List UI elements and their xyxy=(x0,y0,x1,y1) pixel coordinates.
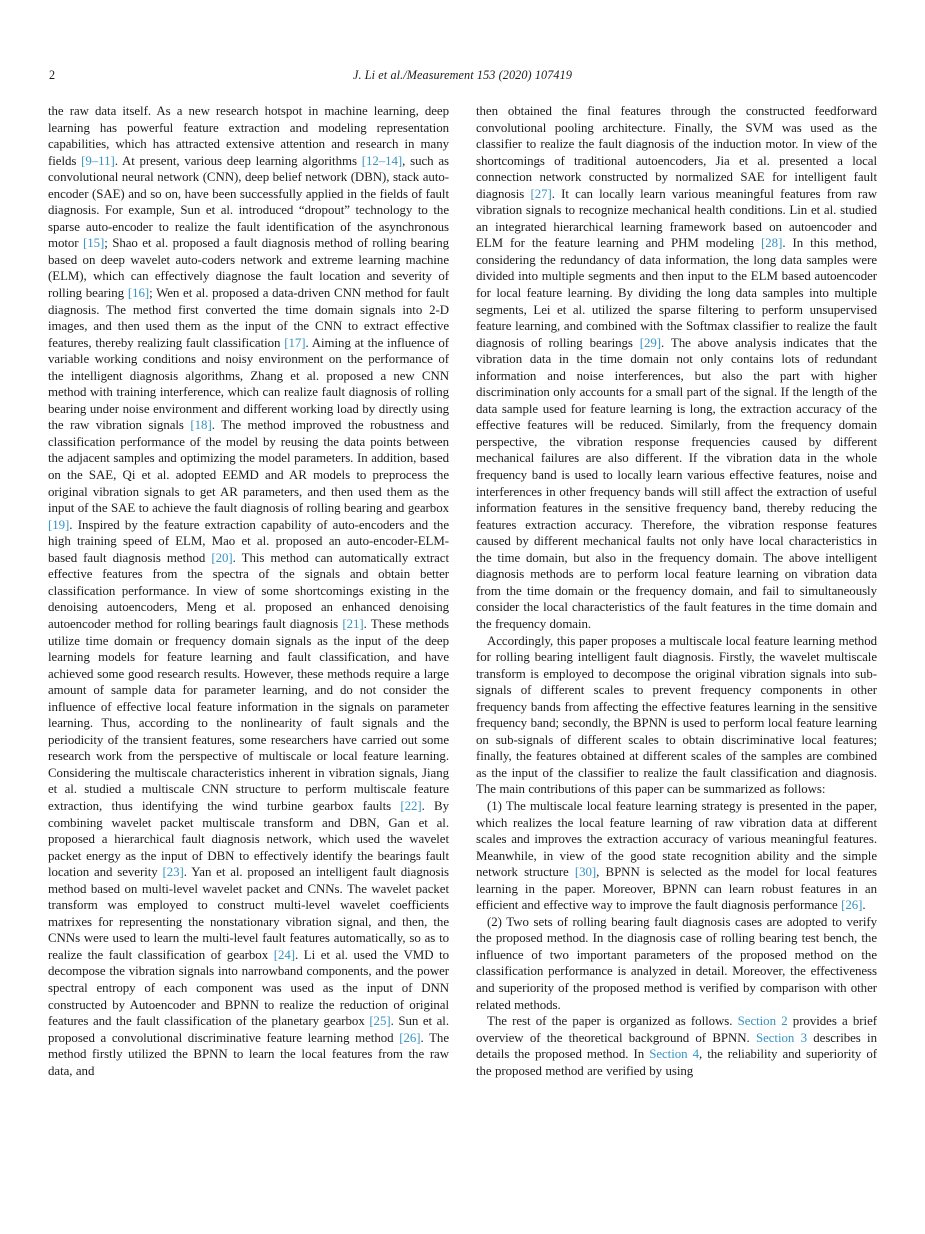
citation-link[interactable]: [26] xyxy=(841,898,863,913)
citation-link[interactable]: [22] xyxy=(400,798,422,813)
citation-link[interactable]: [21] xyxy=(342,616,364,631)
right-column xyxy=(476,103,877,1193)
citation-link[interactable]: Section 3 xyxy=(755,1030,807,1045)
page-number: 2 xyxy=(49,68,56,82)
text-segment: (1) The multiscale local feature learning strategy is presented in the paper, which realizes the local feature learning of raw vibration data at different scales and improves the extraction accuracy of various meaningful features. Meanwhile, in view of the good state recognition ability and the simple network structure xyxy=(476,798,877,880)
text-segment: . At present, various deep learning algorithms xyxy=(114,153,362,168)
article-body xyxy=(48,103,877,1193)
text-segment: . Sun et al. proposed a convolutional discriminative feature learning method xyxy=(48,1014,449,1045)
paragraph xyxy=(476,633,877,798)
citation-link[interactable]: [30] xyxy=(574,865,597,880)
text-segment: . This method can automatically extract effective features from the spectra of the signals and obtain better classification performance. In view of some shortcomings existing in the denoising autoencoders, Meng et al. proposed an enhanced denoising autoencoder method for rolling bearings fault diagnosis xyxy=(48,550,449,631)
citation-link[interactable]: [28] xyxy=(761,236,783,251)
citation-link[interactable]: [26] xyxy=(399,1030,421,1045)
citation-link[interactable]: Section 2 xyxy=(737,1014,788,1029)
text-segment: , such as convolutional neural network (CNN), deep belief network (DBN), stack auto-encoder (SAE) and so on, have been successfully applied in the fields of fault diagnosis. For example, Sun et al. introduced “dropout” technology to the sparse auto-encoder to realize the fault identification of the asynchronous motor xyxy=(48,153,449,251)
citation-link[interactable]: [20] xyxy=(211,550,233,565)
text-segment: The rest of the paper is organized as follows. xyxy=(487,1014,738,1029)
text-segment: . Li et al. used the VMD to decompose the vibration signals into narrowband components, and the power spectral entropy of each component was used as the input of DNN constructed by Autoencoder and BPNN to realize the reduction of original features and the fault classification of the planetary gearbox xyxy=(48,947,449,1029)
citation-link[interactable]: [15] xyxy=(82,236,105,251)
citation-link[interactable]: [29] xyxy=(639,335,662,350)
text-segment: , the reliability and superiority of the proposed method are verified by using xyxy=(476,1047,877,1078)
citation-link[interactable]: [23] xyxy=(162,865,184,880)
text-segment: ; Shao et al. proposed a fault diagnosis method of rolling bearing based on deep wavelet auto-coders network and extreme learning machine (ELM), which can effectively diagnose the fault location and severity of rolling bearing xyxy=(48,236,449,301)
citation-link[interactable]: [17] xyxy=(284,335,306,350)
text-segment: then obtained the final features through the constructed feedforward convolutional pooling architecture. Finally, the SVM was used as the classifier to realize the fault diagnosis of the induction motor. In view of the shortcomings of traditional autoencoders, Jia et al. presented a local connection network constructed by normalized SAE for intelligent fault diagnosis xyxy=(476,104,877,201)
text-segment: . Inspired by the feature extraction capability of auto-encoders and the high training speed of ELM, Mao et al. proposed an auto-encoder-ELM-based fault diagnosis method xyxy=(48,517,449,565)
citation-link[interactable]: [25] xyxy=(369,1014,391,1029)
text-segment: Accordingly, this paper proposes a multiscale local feature learning method for rolling bearing intelligent fault diagnosis. Firstly, the wavelet multiscale transform is employed to decompose the original vibration signals into sub-signals of different scales to prevent frequency components in other frequency bands from affecting the effective features learning in the sensitive frequency band; secondly, the BPNN is used to perform local feature learning on sub-signals of different scales to obtain discriminative local features; finally, the features obtained at different scales of the samples are combined as the input of the classifier to realize the fault classification and diagnosis. The main contributions of this paper can be summarized as follows: xyxy=(476,633,877,797)
citation-link[interactable]: [19] xyxy=(48,517,70,532)
text-segment: provides a brief overview of the theoretical background of BPNN. xyxy=(476,1014,877,1045)
text-segment: , BPNN is selected as the model for local features learning in the paper. Moreover, BPNN can learn robust features in an efficient and effective way to improve the fault diagnosis performance xyxy=(476,865,877,913)
paragraph xyxy=(476,914,877,1013)
citation-link[interactable]: [16] xyxy=(127,286,150,301)
text-segment: . It can locally learn various meaningful features from raw vibration signals to recognize mechanical health conditions. Lin et al. studied an integrated hierarchical learning framework based on autoencoder and ELM for the feature learning and PHM modeling xyxy=(476,186,877,251)
citation-link[interactable]: [27] xyxy=(530,186,552,201)
running-head: J. Li et al./Measurement 153 (2020) 107419 xyxy=(352,68,573,82)
text-segment: . The method improved the robustness and classification performance of the model by reusing the data points between the adjacent samples and optimizing the model parameters. In addition, based on the SAE, Qi et al. adopted EEMD and AR models to preprocess the original vibration signals to get AR parameters, and then used them as the input of the SAE to achieve the fault diagnosis of rolling bearing and gearbox xyxy=(48,418,449,516)
paragraph xyxy=(476,103,877,633)
text-segment: . Aiming at the influence of variable working conditions and noisy environment on the performance of the intelligent diagnosis algorithms, Zhang et al. proposed a new CNN method with training interference, which can realize fault diagnosis of rolling bearing under noise environment and different working load by directly using the raw vibration signals xyxy=(48,335,449,433)
citation-link[interactable]: [12–14] xyxy=(361,153,403,168)
page-header xyxy=(48,68,877,86)
text-segment: . In this method, considering the redundancy of data information, the long data samples were divided into multiple segments and then input to the ELM based autoencoder for local feature learning. By dividing the long data samples into multiple segments, Lei et al. utilized the sparse filtering to perform unsupervised feature learning, and combined with the Softmax classifier to realize the fault diagnosis of rolling bearings xyxy=(476,236,877,350)
text-segment: (2) Two sets of rolling bearing fault diagnosis cases are adopted to verify the proposed method. In the diagnosis case of rolling bearing test bench, the influence of two important parameters of the proposed method on the classification performance is analyzed in detail. Moreover, the effectiveness and superiority of the proposed method is verified by comparison with other related methods. xyxy=(476,914,877,1012)
text-segment: the raw data itself. As a new research hotspot in machine learning, deep learning has powerful feature extraction and modeling representation capabilities, which has attracted extensive attention and research in many fields xyxy=(48,104,449,168)
paragraph xyxy=(476,1013,877,1079)
text-segment: . These methods utilize time domain or frequency domain signals as the input of the deep learning models for feature learning and fault classification, and have achieved some good research results. However, these methods require a large amount of sample data for parameter learning, and do not consider the influence of effective local feature information in the signals on parameter learning. Thus, according to the nonlinearity of fault signals and the periodicity of the transient features, some researchers have carried out some research work from the perspective of multiscale or local feature learning. Considering the multiscale characteristics inherent in vibration signals, Jiang et al. studied a multiscale CNN structure to perform multiscale feature extraction, thus identifying the wind turbine gearbox faults xyxy=(48,616,449,813)
text-segment: ; Wen et al. proposed a data-driven CNN method for fault diagnosis. The method first converted the time domain signals into 2-D images, and then used them as the input of the CNN to extract effective features, thereby realizing fault classification xyxy=(48,286,449,350)
text-segment: describes in details the proposed method. In xyxy=(476,1030,877,1062)
text-segment: . The above analysis indicates that the vibration data in the time domain not only contains lots of redundant information and noise interferences, but also the part with higher discrimination only accounts for a small part of the signal. If the length of the data sample used for feature learning is long, the extraction accuracy of the effective features will be reduced. Similarly, from the frequency domain perspective, the vibration response frequencies caused by different mechanical failures are also different. If the vibration data in the whole frequency band is used to locally learn various effective features, noise and interferences in other frequency bands will still affect the extraction of useful information features in the sensitive frequency band, thereby reducing the features extraction accuracy. Therefore, the vibration response features caused by different mechanical faults not only have local characteristics in the time domain, but also in the frequency domain. The above intelligent diagnosis methods are to perform local feature learning on vibration data from the time domain or the frequency domain, and fail to simultaneously consider the local characteristics of the fault features in the time domain and the frequency domain. xyxy=(476,335,877,631)
left-column xyxy=(48,103,449,1193)
citation-link[interactable]: Section 4 xyxy=(649,1047,699,1062)
text-segment: . By combining wavelet packet multiscale transform and DBN, Gan et al. proposed a hierarchical fault diagnosis network, which used the wavelet packet energy as the input of DBN to effectively identify the bearings fault location and severity xyxy=(48,798,449,880)
text-segment: . The method firstly utilized the BPNN to learn the local features from the raw data, and xyxy=(48,1030,449,1078)
paragraph xyxy=(48,103,449,1079)
citation-link[interactable]: [24] xyxy=(273,947,295,962)
paragraph xyxy=(476,798,877,914)
citation-link[interactable]: [9–11] xyxy=(81,153,115,168)
text-segment: . xyxy=(862,898,866,913)
text-segment: . Yan et al. proposed an intelligent fault diagnosis method based on multi-level wavelet packet and CNNs. The wavelet packet transform was employed to construct multi-level wavelet coefficients matrixes for representing the nonstationary vibration signal, and then, the CNNs were used to learn the multi-level fault features automatically, so as to realize the fault classification of gearbox xyxy=(48,865,449,962)
citation-link[interactable]: [18] xyxy=(190,418,212,433)
